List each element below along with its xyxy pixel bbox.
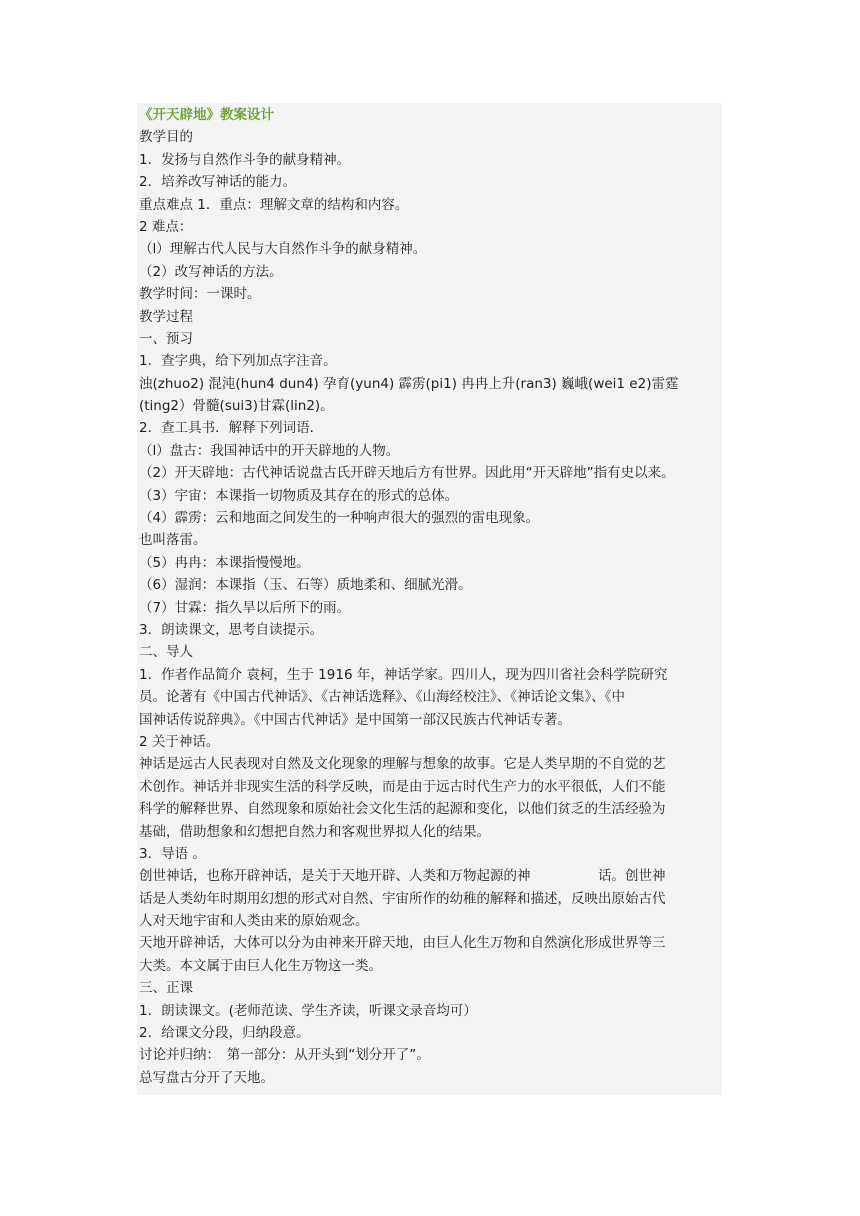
document-line: 1．朗读课文。(老师范读、学生齐读，听课文录音均可）: [139, 1002, 477, 1019]
document-line: 话是人类幼年时期用幻想的形式对自然、宇宙所作的幼稚的解释和描述，反映出原始古代: [139, 890, 666, 907]
document-body: [139, 104, 725, 1089]
document-line: （7）甘霖：指久旱以后所下的雨。: [139, 599, 351, 616]
document-title: 《开天辟地》教案设计: [139, 107, 274, 123]
document-line: 创世神话，也称开辟神话，是关于天地开辟、人类和万物起源的神 话。创世神: [139, 868, 666, 885]
document-line: 也叫落雷。: [139, 532, 207, 549]
document-line: 教学过程: [139, 308, 193, 325]
document-line: 天地开辟神话，大体可以分为由神来开辟天地，由巨人化生万物和自然演化形成世界等三: [139, 935, 666, 952]
document-line: 二、导人: [139, 644, 193, 661]
document-line: 大类。本文属于由巨人化生万物这一类。: [139, 957, 382, 974]
document-line: 三、正课: [139, 980, 193, 997]
document-line: 2．培养改写神话的能力。: [139, 174, 297, 191]
document-line: 2 难点：: [139, 218, 193, 235]
document-line: 1．查字典，给下列加点字注音。: [139, 353, 337, 370]
document-line: (ting2）骨髓(sui3)甘霖(lin2)。: [139, 398, 334, 415]
document-line: （l）盘古：我国神话中的开天辟地的人物。: [139, 442, 400, 459]
document-line: 教学目的: [139, 129, 193, 146]
document-line: 讨论并归纳： 第一部分：从开头到“划分开了”。: [139, 1047, 430, 1064]
document-line: （2）开天辟地：古代神话说盘古氏开辟天地后方有世界。因此用“开天辟地”指有史以来。: [139, 465, 675, 482]
document-line: 神话是远古人民表现对自然及文化现象的理解与想象的故事。它是人类早期的不自觉的艺: [139, 756, 666, 773]
document-line: 3．导语 。: [139, 845, 206, 862]
document-line: 科学的解释世界、自然现象和原始社会文化生活的起源和变化，以他们贫乏的生活经验为: [139, 801, 666, 818]
document-line: （l）理解古代人民与大自然作斗争的献身精神。: [139, 241, 427, 258]
document-line: 一、预习: [139, 330, 193, 347]
document-line: 2．查工具书．解释下列词语．: [139, 420, 324, 437]
document-line: 2 关于神话。: [139, 733, 220, 750]
document-line: 国神话传说辞典》。《中国古代神话》是中国第一部汉民族古代神话专著。: [139, 711, 571, 728]
document-line: （4）霹雳：云和地面之间发生的一种响声很大的强烈的雷电现象。: [139, 510, 540, 527]
document-line: （5）冉冉：本课指慢慢地。: [139, 554, 310, 571]
document-lines: [139, 126, 725, 1089]
document-line: 1．发扬与自然作斗争的献身精神。: [139, 151, 351, 168]
document-line: 3．朗读课文，思考自读提示。: [139, 621, 324, 638]
document-line: 总写盘古分开了天地。: [139, 1069, 274, 1086]
document-line: 浊(zhuo2) 混沌(hun4 dun4) 孕育(yun4) 霹雳(pi1) 冉冉上升(ran3) 巍峨(wei1 e2)雷霆: [139, 375, 679, 392]
document-line: 术创作。神话并非现实生活的科学反映，而是由于远古时代生产力的水平很低，人们不能: [139, 778, 666, 795]
document-line: 基础，借助想象和幻想把自然力和客观世界拟人化的结果。: [139, 823, 490, 840]
document-line: 人对天地宇宙和人类由来的原始观念。: [139, 913, 369, 930]
document-line: （3）宇宙：本课指一切物质及其存在的形式的总体。: [139, 487, 459, 504]
document-line: 员。论著有《中国古代神话》、《古神话选释》、《山海经校注》、《神话论文集》、《中: [139, 689, 625, 706]
document-line: 2．给课文分段，归纳段意。: [139, 1025, 310, 1042]
document-line: （2）改写神话的方法。: [139, 263, 283, 280]
document-line: 1．作者作品简介 袁柯，生于 1916 年，神话学家。四川人，现为四川省社会科学院研究: [139, 666, 668, 683]
document-line: 教学时间：一课时。: [139, 286, 261, 303]
document-line: 重点难点 1．重点：理解文章的结构和内容。: [139, 196, 409, 213]
document-line: （6）湿润：本课指（玉、石等）质地柔和、细腻光滑。: [139, 577, 472, 594]
